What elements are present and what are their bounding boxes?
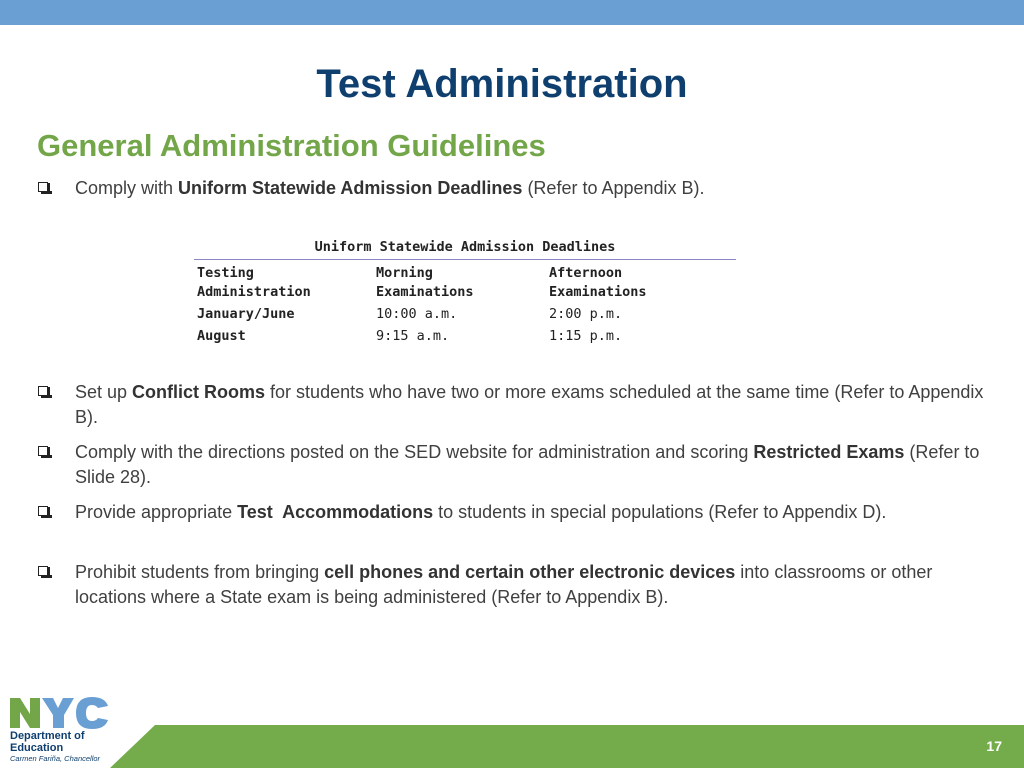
slide-title: Test Administration [316, 62, 688, 106]
checkbox-bullet-icon [38, 566, 48, 576]
bullet-text: Comply with the directions posted on the SED website for administration and scoring Restricted Exams (Refer to Slide 28). [75, 442, 980, 487]
checkbox-bullet-icon [38, 506, 48, 516]
table-header-cell: Testing Administration [197, 265, 311, 300]
slide-subtitle: General Administration Guidelines [37, 128, 546, 163]
bullet-text: Prohibit students from bringing cell phones and certain other electronic devices into classrooms or other locations where a State exam is being administered (Refer to Appendix B). [75, 562, 933, 607]
table-cell: 9:15 a.m. [376, 328, 450, 344]
checkbox-bullet-icon [38, 446, 48, 456]
table-title: Uniform Statewide Admission Deadlines [194, 236, 736, 260]
bullet-text: Provide appropriate Test Accommodations to students in special populations (Refer to Appendix D). [75, 502, 887, 522]
logo-chancellor: Carmen Fariña, Chancellor [10, 754, 101, 763]
logo-line-1: Department of [10, 730, 85, 742]
table-cell: 2:00 p.m. [549, 306, 623, 322]
table-cell: 10:00 a.m. [376, 306, 458, 322]
nyc-doe-logo [8, 694, 118, 768]
table-cell: 1:15 p.m. [549, 328, 623, 344]
table-cell: January/June [197, 306, 295, 322]
nyc-wordmark-icon [8, 694, 112, 730]
table-cell: August [197, 328, 246, 344]
checkbox-bullet-icon [38, 386, 48, 396]
bullet-text: Comply with Uniform Statewide Admission Deadlines (Refer to Appendix B). [75, 178, 705, 198]
deadlines-table [194, 236, 736, 346]
page-number: 17 [986, 738, 1002, 754]
table-header-cell: Afternoon Examinations [549, 265, 647, 300]
logo-line-2: Education [10, 742, 64, 754]
footer-band [110, 725, 1024, 768]
bullet-text: Set up Conflict Rooms for students who have two or more exams scheduled at the same time (Refer to Appendix B). [75, 382, 984, 427]
checkbox-bullet-icon [38, 182, 48, 192]
top-accent-bar [0, 0, 1024, 25]
table-header-cell: Morning Examinations [376, 265, 474, 300]
